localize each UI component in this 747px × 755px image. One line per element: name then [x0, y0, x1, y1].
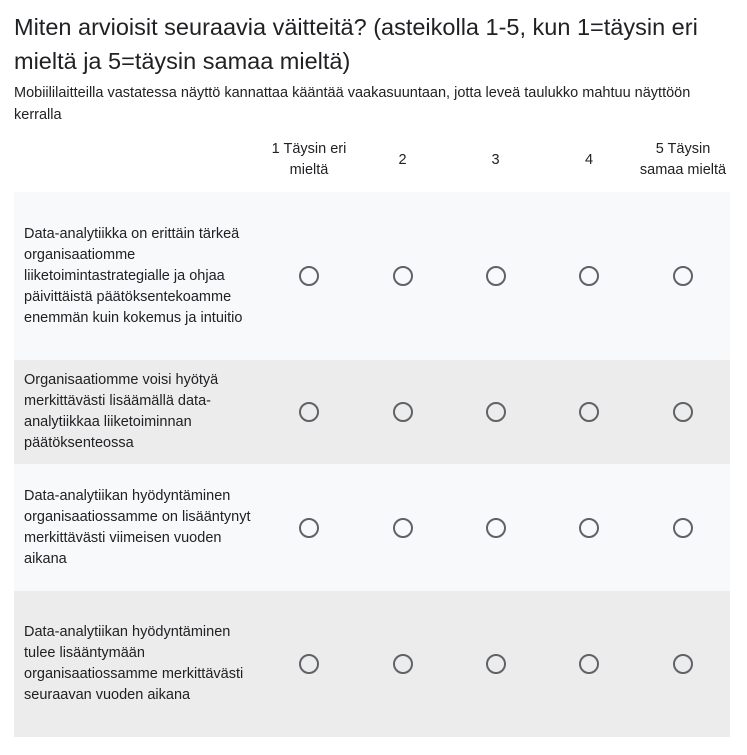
radio-row3-option4[interactable]: [579, 518, 599, 538]
radio-row2-option4[interactable]: [579, 402, 599, 422]
row-label: Data-analytiikan hyödyntäminen tulee lisääntymään organisaatiossamme merkittävästi seuraavan vuoden aikana: [24, 624, 244, 703]
column-header-3: 3: [491, 151, 500, 168]
radio-row1-option4[interactable]: [579, 266, 599, 286]
radio-row2-option1[interactable]: [299, 402, 319, 422]
radio-row1-option5[interactable]: [673, 266, 693, 286]
radio-row1-option3[interactable]: [486, 266, 506, 286]
radio-row2-option5[interactable]: [673, 402, 693, 422]
radio-row3-option1[interactable]: [299, 518, 319, 538]
radio-row1-option2[interactable]: [393, 266, 413, 286]
grid-header-empty: [14, 129, 262, 192]
radio-row4-option4[interactable]: [579, 654, 599, 674]
likert-grid: [14, 129, 730, 737]
grid-row-1: [14, 192, 730, 360]
row-label: Organisaatiomme voisi hyötyä merkittävästi lisäämällä data-analytiikkaa liiketoiminnan päätöksenteossa: [24, 372, 219, 451]
grid-row-3: [14, 464, 730, 591]
radio-row3-option3[interactable]: [486, 518, 506, 538]
grid-header-row: [14, 129, 730, 192]
radio-row3-option2[interactable]: [393, 518, 413, 538]
radio-row4-option2[interactable]: [393, 654, 413, 674]
radio-row3-option5[interactable]: [673, 518, 693, 538]
question-description: Mobiililaitteilla vastatessa näyttö kannattaa kääntää vaakasuuntaan, jotta leveä taulukko mahtuu näyttöön kerralla: [14, 85, 691, 123]
radio-row4-option5[interactable]: [673, 654, 693, 674]
radio-row4-option3[interactable]: [486, 654, 506, 674]
column-header-2: 2: [398, 151, 407, 168]
column-header-5: 5 Täysin samaa mieltä: [639, 141, 727, 178]
radio-row2-option2[interactable]: [393, 402, 413, 422]
column-header-1: 1 Täysin eri mieltä: [271, 141, 347, 178]
question-title: Miten arvioisit seuraavia väitteitä? (asteikolla 1-5, kun 1=täysin eri mieltä ja 5=täysin samaa mieltä): [14, 14, 698, 74]
radio-row1-option1[interactable]: [299, 266, 319, 286]
radio-row4-option1[interactable]: [299, 654, 319, 674]
radio-row2-option3[interactable]: [486, 402, 506, 422]
row-label: Data-analytiikan hyödyntäminen organisaatiossamme on lisääntynyt merkittävästi viimeisen vuoden aikana: [24, 487, 251, 567]
grid-row-2: [14, 360, 730, 464]
grid-row-4: [14, 591, 730, 737]
row-label: Data-analytiikka on erittäin tärkeä organisaatiomme liiketoimintastrategialle ja ohjaa päivittäistä päätöksentekoamme enemmän kuin kokemus ja intuitio: [24, 225, 243, 326]
column-header-4: 4: [584, 151, 594, 168]
